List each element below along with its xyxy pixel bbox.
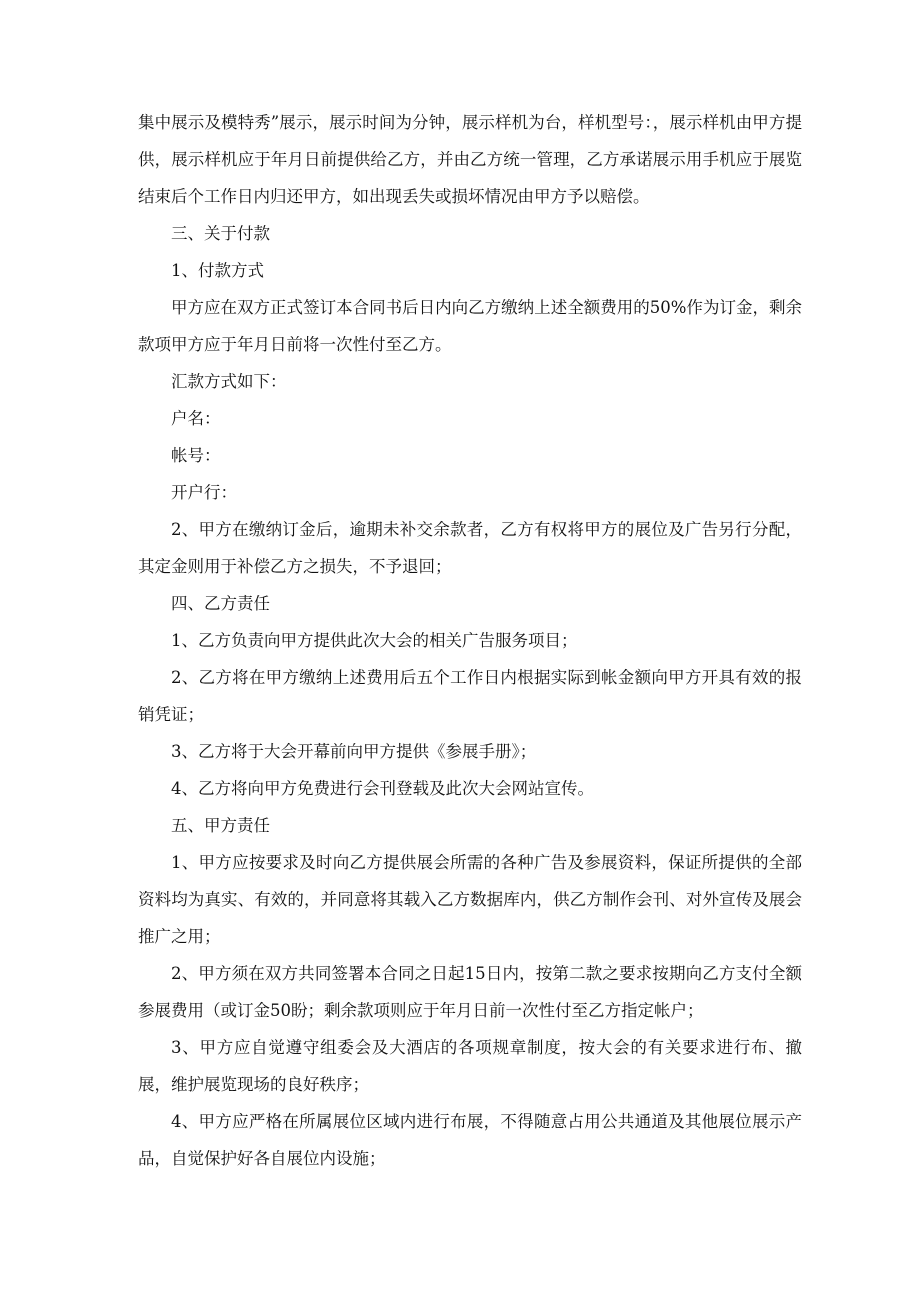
subheading-payment-method: 1、付款方式 [171,261,264,280]
field-account-number: 帐号： [171,446,221,465]
field-bank: 开户行： [171,483,237,502]
paragraph-deposit-terms: 甲方应在双方正式签订本合同书后日内向乙方缴纳上述全额费用的50%作为订金，剩余款项甲方应于年月日前将一次性付至乙方。 [138,298,802,354]
clause-party-a-1: 1、甲方应按要求及时向乙方提供展会所需的各种广告及参展资料，保证所提供的全部资料均为真实、有效的，并同意将其载入乙方数据库内，供乙方制作会刊、对外宣传及展会推广之用； [138,853,802,946]
clause-party-b-4: 4、乙方将向甲方免费进行会刊登载及此次大会网站宣传。 [171,779,594,798]
section-heading-party-a: 五、甲方责任 [171,816,270,835]
paragraph-sample-display-continued: 集中展示及模特秀”展示，展示时间为分钟，展示样机为台，样机型号：，展示样机由甲方提供，展示样机应于年月日前提供给乙方，并由乙方统一管理，乙方承诺展示用手机应于展览结束后个工作日内归还甲方，如出现丢失或损坏情况由甲方予以赔偿。 [138,113,802,206]
paragraph-late-payment: 2、甲方在缴纳订金后，逾期未补交余款者，乙方有权将甲方的展位及广告另行分配，其定金则用于补偿乙方之损失，不予退回； [138,520,802,576]
paragraph-remittance-intro: 汇款方式如下： [171,372,287,391]
clause-party-b-1: 1、乙方负责向甲方提供此次大会的相关广告服务项目； [171,631,578,650]
clause-party-a-2: 2、甲方须在双方共同签署本合同之日起15日内，按第二款之要求按期向乙方支付全额参展费用（或订金50盼；剩余款项则应于年月日前一次性付至乙方指定帐户； [138,964,802,1020]
document-body [138,104,802,1177]
clause-party-b-3: 3、乙方将于大会开幕前向甲方提供《参展手册》； [171,742,537,761]
section-heading-party-b: 四、乙方责任 [171,594,270,613]
clause-party-a-3: 3、甲方应自觉遵守组委会及大酒店的各项规章制度，按大会的有关要求进行布、撤展，维护展览现场的良好秩序； [138,1038,802,1094]
field-account-name: 户名： [171,409,221,428]
section-heading-payment: 三、关于付款 [171,224,270,243]
clause-party-a-4: 4、甲方应严格在所属展位区域内进行布展，不得随意占用公共通道及其他展位展示产品，自觉保护好各自展位内设施； [138,1112,802,1168]
clause-party-b-2: 2、乙方将在甲方缴纳上述费用后五个工作日内根据实际到帐金额向甲方开具有效的报销凭证； [138,668,802,724]
